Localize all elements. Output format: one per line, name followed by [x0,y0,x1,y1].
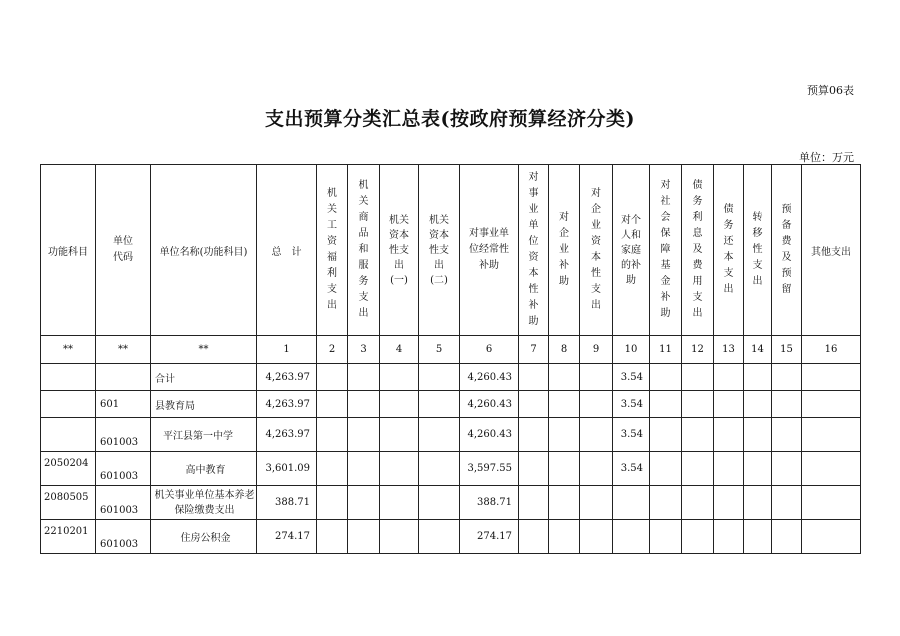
c10-cell: 3.54 [613,364,650,391]
col-16: 其他支出 [802,165,861,336]
col-15-label: 预备费及预留 [781,204,792,295]
unit-name-cell [151,520,257,554]
col-3-label: 机关商品和服务支出 [358,180,369,319]
func-code-cell: 2210201 [41,520,96,554]
func-code-cell [41,418,96,452]
index-cell: 4 [380,336,419,364]
table-row [41,520,861,554]
table-row [41,418,861,452]
func-code-cell: 2050204 [41,452,96,486]
index-cell: ** [41,336,96,364]
col-14 [744,165,772,336]
unit-name-text: 高中教育 [185,465,226,476]
col-13-label: 债务还本支出 [723,204,734,295]
index-cell: 13 [714,336,744,364]
table-row [41,391,861,418]
index-cell: 15 [772,336,802,364]
unit-code-cell: 601003 [96,418,151,452]
col-4 [380,165,419,336]
total-cell: 4,263.97 [257,391,317,418]
unit-name-cell: 合计 [151,364,257,391]
col-11-label: 对社会保障基金补助 [660,180,671,319]
index-cell: 14 [744,336,772,364]
total-cell: 3,601.09 [257,452,317,486]
col-2-label: 机关工资福利支出 [327,188,337,311]
col-4-label: 机关资本性支出(一) [389,214,409,286]
col-unit-code [96,165,151,336]
index-cell: 8 [549,336,580,364]
func-code-cell [41,364,96,391]
col-9-label: 对企业资本性支出 [591,188,601,311]
col-12-label: 债务利息及费用支出 [692,180,703,319]
c10-cell: 3.54 [613,418,650,452]
index-cell: ** [151,336,257,364]
total-cell: 274.17 [257,520,317,554]
col-unit-name: 单位名称(功能科目) [151,165,257,336]
total-cell: 4,263.97 [257,418,317,452]
index-cell: 16 [802,336,861,364]
total-cell: 388.71 [257,486,317,520]
col-2 [317,165,348,336]
col-13 [714,165,744,336]
index-cell: 3 [348,336,380,364]
col-8-label: 对企业补助 [559,212,569,287]
col-6 [460,165,519,336]
unit-name-cell: 县教育局 [151,391,257,418]
col-7-label: 对事业单位资本性补助 [528,172,539,327]
index-cell: ** [96,336,151,364]
c10-cell: 3.54 [613,391,650,418]
col-6-label: 对事业单位经常性补助 [469,228,509,271]
index-cell: 12 [682,336,714,364]
col-15 [772,165,802,336]
col-10-label: 对个人和家庭的补助 [621,214,641,286]
col-10 [613,165,650,336]
unit-code-cell: 601 [96,391,151,418]
unit-label: 单位：万元 [799,151,854,164]
table-row [41,452,861,486]
table-row [41,364,861,391]
total-cell: 4,263.97 [257,364,317,391]
unit-name-cell [151,452,257,486]
index-cell: 7 [519,336,549,364]
c10-cell [613,520,650,554]
index-cell: 6 [460,336,519,364]
c10-cell [613,486,650,520]
c6-cell: 388.71 [460,486,519,520]
c6-cell: 4,260.43 [460,418,519,452]
index-cell: 1 [257,336,317,364]
col-9 [580,165,613,336]
unit-name-text: 平江县第一中学 [163,431,233,442]
index-cell: 2 [317,336,348,364]
col-7 [519,165,549,336]
table-row [41,486,861,520]
col-3 [348,165,380,336]
unit-name-cell [151,486,257,520]
index-cell: 9 [580,336,613,364]
col-14-label: 转移性支出 [752,212,763,287]
index-cell: 5 [419,336,460,364]
index-cell: 10 [613,336,650,364]
unit-name-text: 机关事业单位基本养老保险缴费支出 [154,489,255,516]
c6-cell: 4,260.43 [460,391,519,418]
budget-table [40,164,861,554]
index-cell: 11 [650,336,682,364]
page-title: 支出预算分类汇总表(按政府预算经济分类) [265,108,635,130]
col-12 [682,165,714,336]
c6-cell: 4,260.43 [460,364,519,391]
index-row [41,336,861,364]
unit-code-cell: 601003 [96,452,151,486]
col-8 [549,165,580,336]
col-total: 总 计 [257,165,317,336]
form-code: 预算06表 [807,84,854,97]
header-row [41,165,861,336]
col-unit-code-label: 单位代码 [113,236,133,263]
col-5-label: 机关资本性支出(二) [429,214,449,286]
unit-name-text: 住房公积金 [180,533,231,544]
col-11 [650,165,682,336]
c6-cell: 3,597.55 [460,452,519,486]
unit-code-cell: 601003 [96,520,151,554]
c10-cell: 3.54 [613,452,650,486]
col-func-code: 功能科目 [41,165,96,336]
unit-code-cell [96,364,151,391]
col-5 [419,165,460,336]
unit-code-cell: 601003 [96,486,151,520]
c6-cell: 274.17 [460,520,519,554]
func-code-cell: 2080505 [41,486,96,520]
unit-name-cell [151,418,257,452]
func-code-cell [41,391,96,418]
